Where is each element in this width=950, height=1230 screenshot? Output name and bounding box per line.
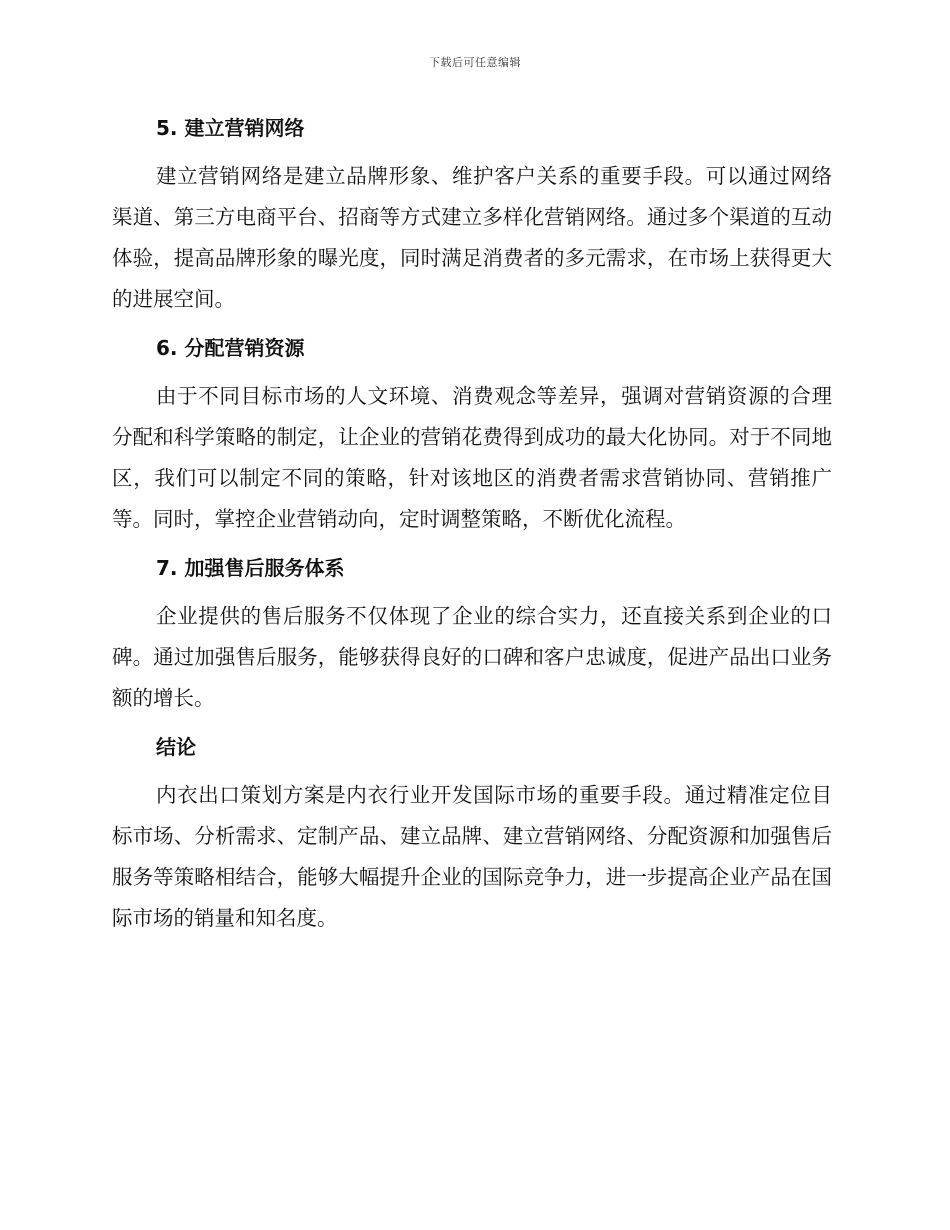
page-header: 下载后可任意编辑 [429,56,521,69]
section-after-sales [112,548,832,719]
section-conclusion [112,727,832,939]
section-heading: 5. 建立营销网络 [156,116,305,140]
section-paragraph: 内衣出口策划方案是内衣行业开发国际市场的重要手段。通过精准定位目标市场、分析需求、定制产品、建立品牌、建立营销网络、分配资源和加强售后服务等策略相结合，能够大幅提升企业的国际竞争力，进一步提高企业产品在国际市场的销量和知名度。 [112,783,832,930]
document-body [112,108,832,947]
section-heading: 7. 加强售后服务体系 [156,556,345,580]
section-paragraph: 建立营销网络是建立品牌形象、维护客户关系的重要手段。可以通过网络渠道、第三方电商平台、招商等方式建立多样化营销网络。通过多个渠道的互动体验，提高品牌形象的曝光度，同时满足消费者的多元需求，在市场上获得更大的进展空间。 [112,164,832,311]
section-heading: 结论 [156,735,196,759]
section-marketing-network [112,108,832,320]
section-paragraph: 由于不同目标市场的人文环境、消费观念等差异，强调对营销资源的合理分配和科学策略的制定，让企业的营销花费得到成功的最大化协同。对于不同地区，我们可以制定不同的策略，针对该地区的消费者需求营销协同、营销推广等。同时，掌控企业营销动向，定时调整策略，不断优化流程。 [112,384,832,531]
section-marketing-resources [112,328,832,540]
section-heading: 6. 分配营销资源 [156,336,305,360]
section-paragraph: 企业提供的售后服务不仅体现了企业的综合实力，还直接关系到企业的口碑。通过加强售后服务，能够获得良好的口碑和客户忠诚度，促进产品出口业务额的增长。 [112,604,832,710]
